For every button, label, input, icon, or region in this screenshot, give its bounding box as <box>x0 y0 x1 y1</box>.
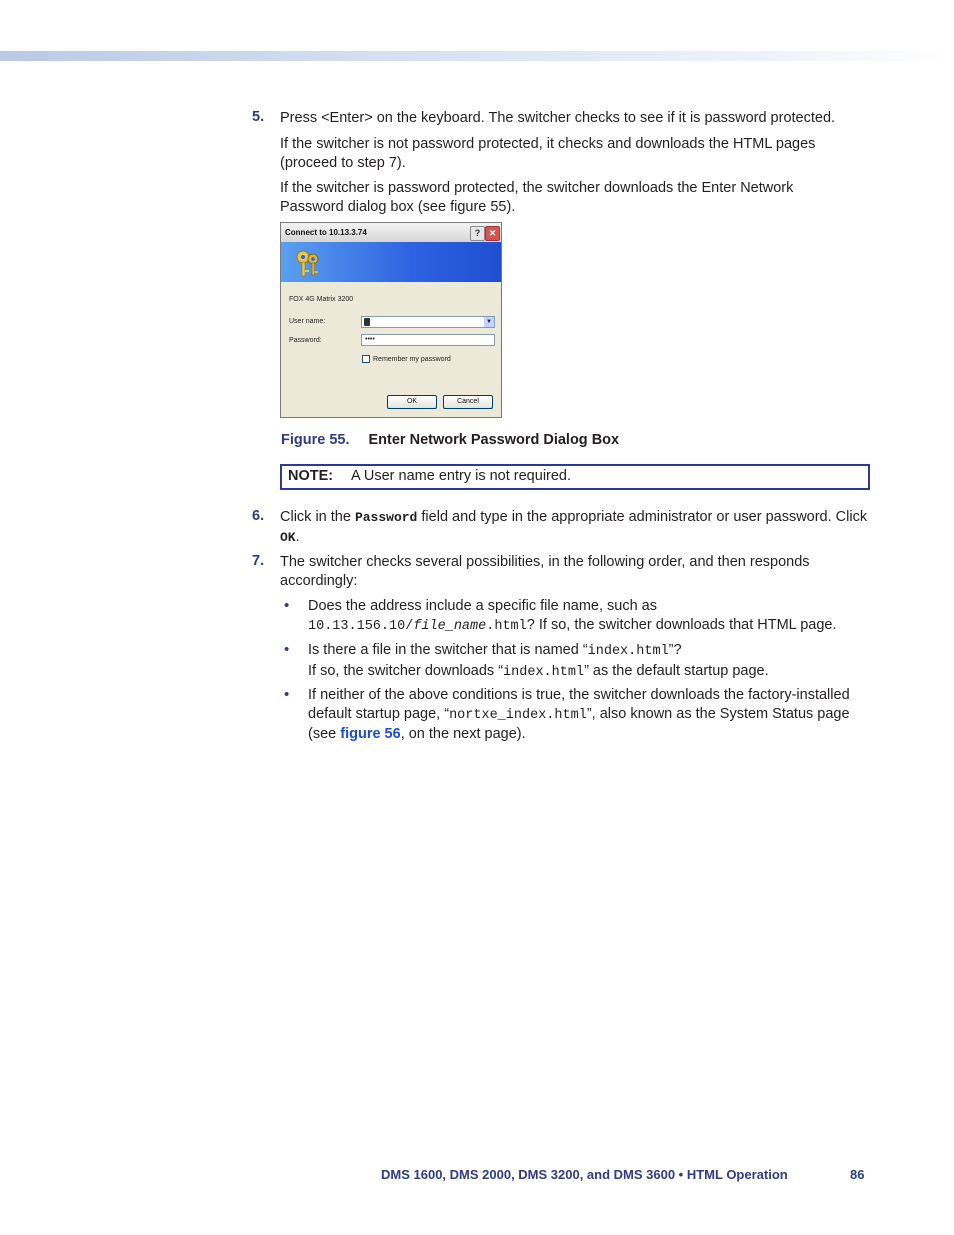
bullet-2-text <box>308 641 868 682</box>
note-box <box>280 464 870 490</box>
step-5-paragraph-3: If the switcher is password protected, the switcher downloads the Enter Network Password dialog box (see figure 55). <box>280 180 794 215</box>
dialog-device-name: FOX 4G Matrix 3200 <box>289 296 354 303</box>
header-gradient-bar <box>0 51 954 61</box>
help-icon: ? <box>470 226 485 241</box>
bullet-2-marker: • <box>284 641 290 658</box>
step-6-pre: Click in the <box>280 509 355 525</box>
step-5-number: 5. <box>252 109 265 125</box>
remember-label: Remember my password <box>373 356 451 363</box>
ok-button[interactable]: OK <box>387 395 437 409</box>
bullet-3-marker: • <box>284 686 290 703</box>
dialog-banner <box>281 242 501 282</box>
bullet-1-text <box>308 597 868 636</box>
step-5-text: Press <Enter> on the keyboard. The switcher checks to see if it is password protected. <box>280 110 836 126</box>
footer-title: DMS 1600, DMS 2000, DMS 3200, and DMS 3600 • HTML Operation <box>381 1167 788 1182</box>
figure-caption <box>281 432 619 448</box>
bullet-2-pre: Is there a file in the switcher that is named “ <box>308 642 588 658</box>
note-label: NOTE: <box>288 468 334 484</box>
bullet-1-pre: Does the address include a specific file name, such as <box>308 598 657 614</box>
user-icon <box>364 318 370 326</box>
close-icon: ✕ <box>485 226 500 241</box>
ok-term: OK <box>280 529 296 545</box>
bullet-2-line2-code: index.html <box>503 664 585 680</box>
bullet-3-post: , on the next page). <box>400 726 526 742</box>
chevron-down-icon[interactable]: ▼ <box>484 317 494 327</box>
password-label: Password: <box>289 337 322 344</box>
step-7-text: The switcher checks several possibilities, in the following order, and then responds accordingly: <box>280 554 810 589</box>
bullet-1-code-ext: .html <box>486 618 527 634</box>
dialog-title: Connect to 10.13.3.74 <box>281 223 501 242</box>
bullet-1-code-italic: file_name <box>413 618 487 634</box>
bullet-2-post: ”? <box>668 642 682 658</box>
remember-checkbox[interactable] <box>362 355 370 363</box>
step-7-number: 7. <box>252 553 265 569</box>
page-number: 86 <box>850 1167 865 1182</box>
cancel-button[interactable]: Cancel <box>443 395 493 409</box>
bullet-1-post: ? If so, the switcher downloads that HTML page. <box>526 616 837 633</box>
step-6-number: 6. <box>252 508 265 524</box>
bullet-2-line2-pre: If so, the switcher downloads “ <box>308 662 504 679</box>
bullet-2-line2-post: ” as the default startup page. <box>584 662 769 679</box>
bullet-1-marker: • <box>284 597 290 614</box>
password-field-term: Password <box>354 510 418 525</box>
bullet-3-pre: If neither of the above conditions is true, the switcher downloads the factory-installed default startup page, “ <box>308 687 850 722</box>
step-6-post: . <box>295 528 300 545</box>
figure-label: Figure 55. <box>281 432 350 448</box>
password-input[interactable] <box>361 334 495 346</box>
bullet-3-code: nortxe_index.html <box>449 707 587 723</box>
bullet-3-text <box>308 686 853 744</box>
step-6-mid: field and type in the appropriate administrator or user password. Click <box>417 509 868 525</box>
bullet-1-code: 10.13.156.10/ <box>308 618 414 634</box>
username-label: User name: <box>289 318 326 325</box>
figure-56-link[interactable]: figure 56 <box>340 726 401 742</box>
password-value: •••• <box>365 336 375 343</box>
username-input[interactable] <box>361 316 495 328</box>
note-text: A User name entry is not required. <box>351 468 572 484</box>
bullet-2-code: index.html <box>587 644 669 659</box>
keys-icon <box>293 248 323 278</box>
password-dialog-screenshot <box>280 222 502 418</box>
bullet-3-mid: ”, also known as the System Status page (see <box>308 705 850 742</box>
step-6-text <box>280 508 870 547</box>
figure-title: Enter Network Password Dialog Box <box>368 432 620 448</box>
step-5-paragraph-2: If the switcher is not password protected, it checks and downloads the HTML pages (proceed to step 7). <box>280 136 816 171</box>
